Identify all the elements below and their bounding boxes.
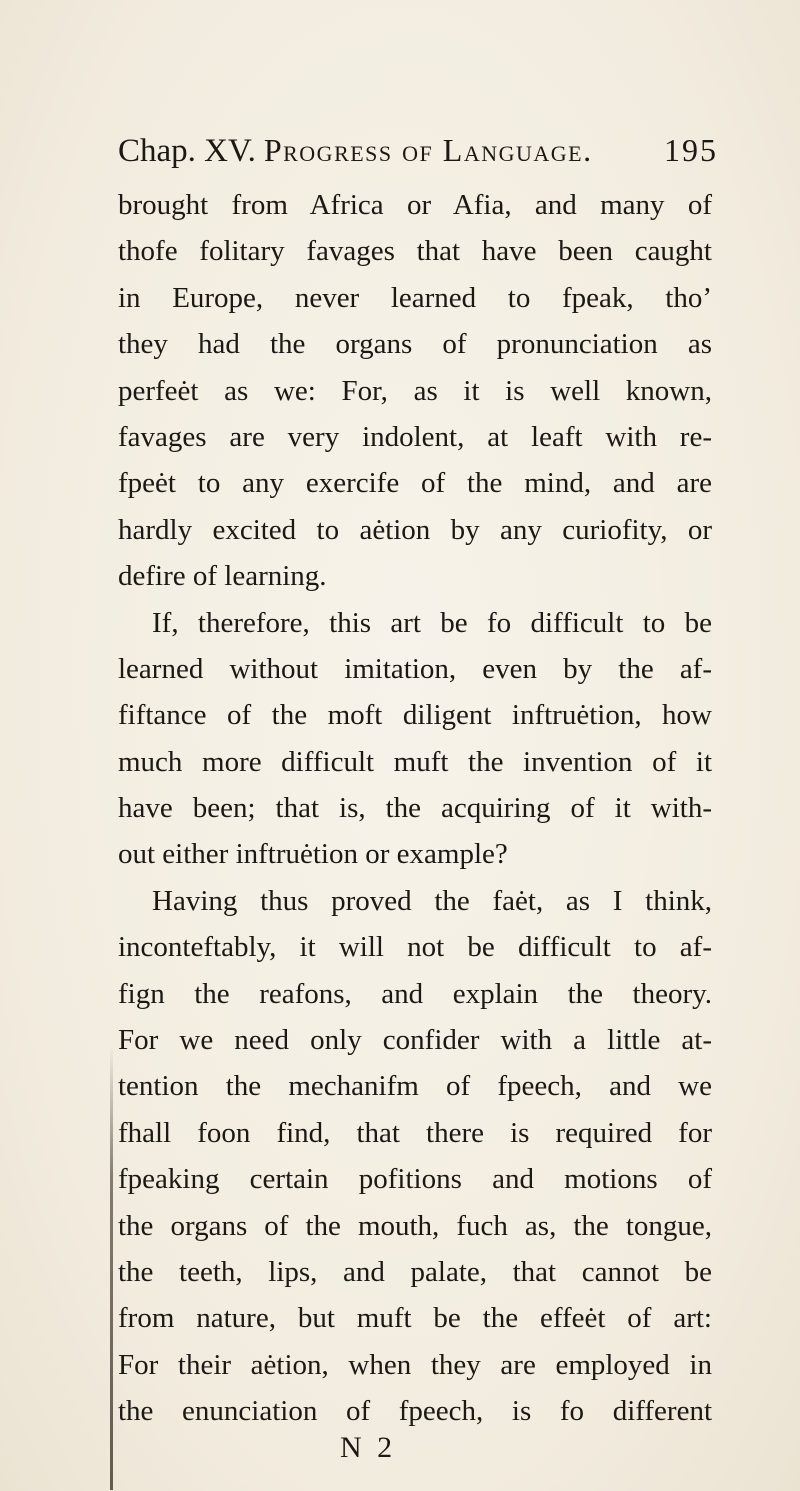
chapter-label: Chap. XV. xyxy=(118,133,256,169)
text-line: from nature, but muft be the effeėt of art: xyxy=(118,1302,712,1335)
text-line: For their aėtion, when they are employed in xyxy=(118,1348,712,1381)
text-line: out either inftruėtion or example? xyxy=(118,838,508,871)
binding-shadow xyxy=(110,1045,113,1490)
text-line: inconteftably, it will not be difficult to af- xyxy=(118,931,712,964)
text-line: If, therefore, this art be fo difficult to be xyxy=(152,606,712,639)
text-line: brought from Africa or Afia, and many of xyxy=(118,189,712,221)
text-line: the organs of the mouth, fuch as, the tongue, xyxy=(118,1209,712,1242)
page-number: 195 xyxy=(664,132,718,168)
text-line: the enunciation of fpeech, is fo different xyxy=(118,1395,712,1428)
text-line: learned without imitation, even by the af- xyxy=(118,652,712,685)
text-line: they had the organs of pronunciation as xyxy=(118,328,712,361)
text-line: much more difficult muft the invention of it xyxy=(118,745,712,778)
text-line: thofe folitary favages that have been caught xyxy=(118,235,712,268)
running-header xyxy=(118,128,718,172)
running-title: Progress of Language. xyxy=(263,132,593,168)
body-text xyxy=(118,182,712,1435)
text-line: fhall foon find, that there is required for xyxy=(118,1116,712,1149)
text-line: the teeth, lips, and palate, that cannot be xyxy=(118,1255,712,1288)
text-line: fiftance of the moft diligent inftruėtion, how xyxy=(118,699,712,732)
text-line: Having thus proved the faėt, as I think, xyxy=(152,884,712,917)
text-line: in Europe, never learned to fpeak, tho’ xyxy=(118,281,712,314)
text-line: defire of learning. xyxy=(118,560,327,593)
signature-mark: N 2 xyxy=(340,1431,397,1464)
text-line: have been; that is, the acquiring of it with- xyxy=(118,792,712,825)
text-line: tention the mechanifm of fpeech, and we xyxy=(118,1070,712,1103)
text-line: fpeaking certain pofitions and motions of xyxy=(118,1163,712,1196)
text-line: fign the reafons, and explain the theory. xyxy=(118,977,712,1010)
text-line: fpeėt to any exercife of the mind, and are xyxy=(118,467,712,500)
text-line: For we need only confider with a little at- xyxy=(118,1024,712,1057)
text-line: hardly excited to aėtion by any curiofity, or xyxy=(118,513,712,546)
text-line: perfeėt as we: For, as it is well known, xyxy=(118,374,712,407)
text-line: favages are very indolent, at leaft with re- xyxy=(118,420,712,453)
